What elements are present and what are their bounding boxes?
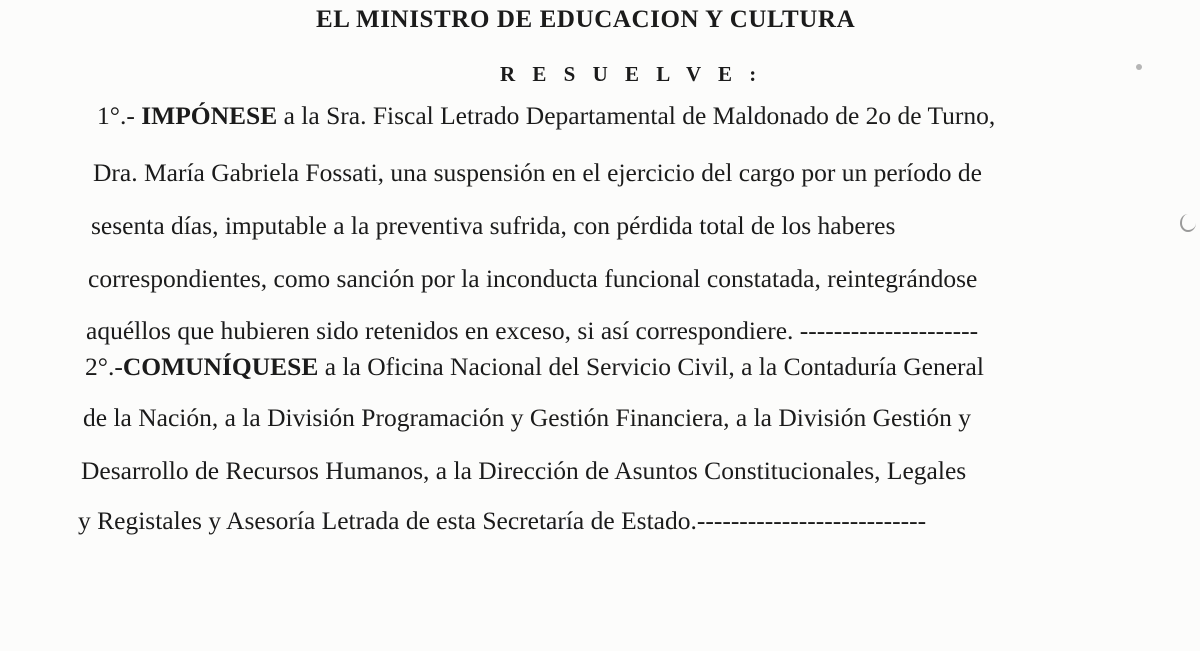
article-2-line-4: y Registales y Asesoría Letrada de esta Secretaría de Estado.--------------------------- <box>78 506 927 535</box>
article-2-verb: COMUNÍQUESE <box>122 352 319 381</box>
article-1-number: 1°.- <box>97 101 142 130</box>
scan-speck <box>1136 64 1142 70</box>
article-2-line-1 <box>85 354 984 380</box>
article-1-line-1 <box>97 103 1133 129</box>
article-1-line-2: Dra. María Gabriela Fossati, una suspensión en el ejercicio del cargo por un período de <box>93 158 982 187</box>
article-1-line-5: aquéllos que hubieren sido retenidos en exceso, si así correspondiere. --------------------- <box>86 316 979 345</box>
scan-speck <box>1180 214 1196 232</box>
article-2-line-1-text: a la Oficina Nacional del Servicio Civil, a la Contaduría General <box>318 352 984 381</box>
article-1-line-1-text: a la Sra. Fiscal Letrado Departamental de Maldonado de 2o de Turno, <box>277 101 996 130</box>
article-2-line-2: de la Nación, a la División Programación y Gestión Financiera, a la División Gestión y <box>83 403 972 432</box>
article-2-line-3: Desarrollo de Recursos Humanos, a la Dirección de Asuntos Constitucionales, Legales <box>81 456 967 485</box>
article-1-line-3: sesenta días, imputable a la preventiva sufrida, con pérdida total de los haberes <box>91 211 896 240</box>
article-1-verb: IMPÓNESE <box>141 101 278 130</box>
article-1-line-4: correspondientes, como sanción por la inconducta funcional constatada, reintegrándose <box>88 264 978 293</box>
document-heading: EL MINISTRO DE EDUCACION Y CULTURA <box>316 6 856 33</box>
article-2-number: 2°.- <box>85 352 123 381</box>
resolve-label: R E S U E L V E : <box>500 62 763 86</box>
